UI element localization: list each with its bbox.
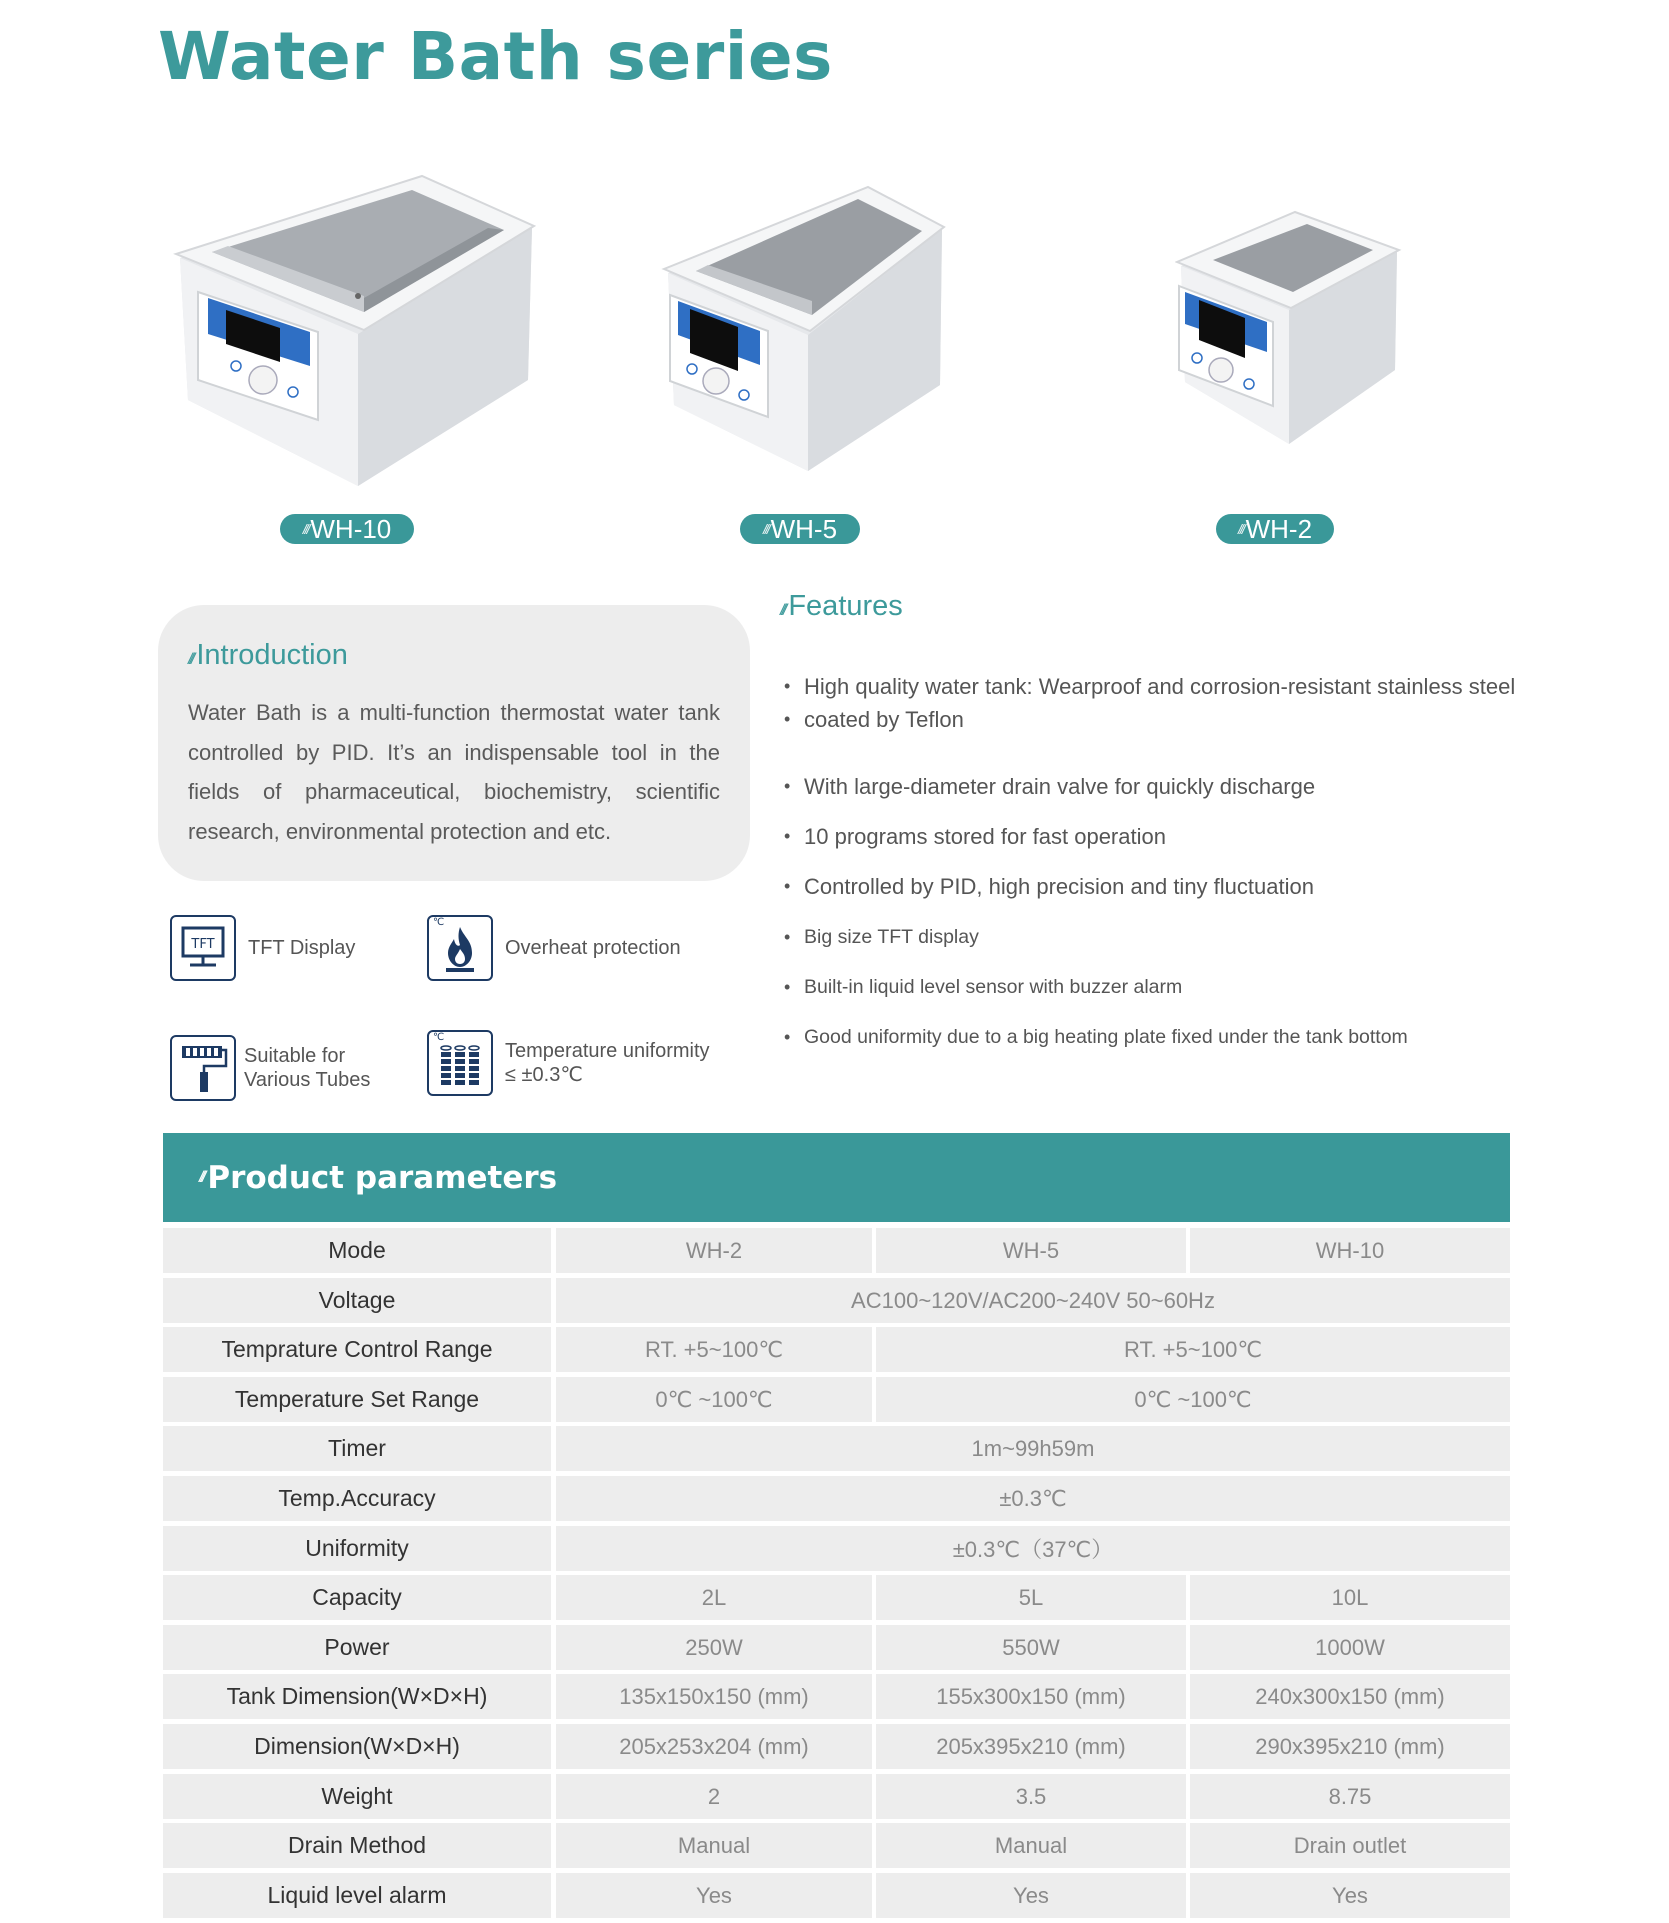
feature-label: TFT Display [248,937,356,959]
page-title: Water Bath series [158,18,833,95]
list-item: • Good uniformity due to a big heating plate fixed under the tank bottom [782,1021,1408,1054]
feature-temperature-uniformity [427,1030,710,1096]
table-cell: 2L [556,1575,872,1620]
table-cell: 155x300x150 (mm) [876,1674,1186,1719]
table-cell: RT. +5~100℃ [556,1327,872,1372]
table-cell: AC100~120V/AC200~240V 50~60Hz [556,1278,1510,1323]
table-cell: Drain outlet [1190,1823,1510,1868]
table-row-label: Temp.Accuracy [163,1476,551,1521]
table-cell: Yes [556,1873,872,1918]
table-row-label: Temprature Control Range [163,1327,551,1372]
table-row-label: Drain Method [163,1823,551,1868]
table-cell: 205x395x210 (mm) [876,1724,1186,1769]
table-cell: 290x395x210 (mm) [1190,1724,1510,1769]
decor-slashes: /// [762,521,769,537]
table-row-label: Power [163,1625,551,1670]
product-image-wh-10 [168,170,538,490]
list-item: • Controlled by PID, high precision and tiny fluctuation [782,870,1314,903]
feature-overheat-protection [427,915,681,981]
feature-various-tubes [170,1035,370,1101]
introduction-card [158,605,750,881]
decor-slashes: /// [1237,521,1244,537]
list-item-continuation: • coated by Teflon [782,703,964,736]
table-cell: 5L [876,1575,1186,1620]
table-cell: 2 [556,1774,872,1819]
table-cell: 205x253x204 (mm) [556,1724,872,1769]
product-image-wh-5 [660,185,950,475]
feature-label: Overheat protection [505,937,681,959]
introduction-heading [188,639,348,672]
table-cell: WH-5 [876,1228,1186,1273]
table-cell: 135x150x150 (mm) [556,1674,872,1719]
table-cell: WH-2 [556,1228,872,1273]
model-label-wh-10 [280,514,414,544]
table-row-label: Dimension(W×D×H) [163,1724,551,1769]
table-row-label: Timer [163,1426,551,1471]
feature-label-line: Various Tubes [244,1069,371,1091]
list-item: • With large-diameter drain valve for quickly discharge [782,770,1315,803]
flame-icon [427,915,493,981]
model-label-wh-2 [1216,514,1334,544]
table-cell: 3.5 [876,1774,1186,1819]
table-row-label: Mode [163,1228,551,1273]
introduction-text: Water Bath is a multi-function thermostat water tank controlled by PID. It’s an indispensable tool in the fields of pharmaceutical, biochemistry, scientific research, environmental protection and etc. [188,700,720,844]
table-cell: Manual [556,1823,872,1868]
feature-label [244,1044,370,1092]
table-cell: WH-10 [1190,1228,1510,1273]
decor-slashes: /// [780,602,785,619]
table-cell: Yes [1190,1873,1510,1918]
tube-rack-icon [170,1035,236,1101]
table-cell: 10L [1190,1575,1510,1620]
product-image-wh-2 [1175,210,1405,446]
model-label-wh-5 [740,514,860,544]
table-cell: 0℃ ~100℃ [876,1377,1510,1422]
table-row-label: Liquid level alarm [163,1873,551,1918]
table-cell: 240x300x150 (mm) [1190,1674,1510,1719]
table-cell: 8.75 [1190,1774,1510,1819]
table-row-label: Capacity [163,1575,551,1620]
decor-slashes: /// [302,521,309,537]
tft-icon-text: TFT [191,937,215,952]
decor-slashes: /// [199,1168,204,1186]
decor-slashes: /// [188,651,193,668]
table-row-label: Temperature Set Range [163,1377,551,1422]
table-cell: 550W [876,1625,1186,1670]
parameters-heading: Product parameters [207,1159,558,1196]
tft-display-icon [170,915,236,981]
model-name: WH-5 [770,513,838,544]
parameters-header [163,1133,1510,1222]
feature-tft-display [170,915,355,981]
feature-label [505,1039,710,1087]
table-row-label: Voltage [163,1278,551,1323]
table-row-label: Tank Dimension(W×D×H) [163,1674,551,1719]
feature-label-line: ≤ ±0.3℃ [505,1064,583,1086]
table-cell: ±0.3℃ [556,1476,1510,1521]
table-row-label: Uniformity [163,1526,551,1571]
list-item: • 10 programs stored for fast operation [782,820,1166,853]
features-heading [780,590,903,623]
model-name: WH-2 [1245,513,1313,544]
feature-label-line: Suitable for [244,1045,346,1067]
table-cell: 1000W [1190,1625,1510,1670]
table-cell: RT. +5~100℃ [876,1327,1510,1372]
celsius-mark: ℃ [433,917,445,928]
list-item: • Built-in liquid level sensor with buzzer alarm [782,971,1182,1004]
model-name: WH-10 [310,513,392,544]
uniformity-icon [427,1030,493,1096]
table-cell: 1m~99h59m [556,1426,1510,1471]
feature-label-line: Temperature uniformity [505,1040,710,1062]
features-heading-text: Features [788,590,903,622]
table-cell: ±0.3℃（37℃） [556,1526,1510,1571]
list-item: • High quality water tank: Wearproof and corrosion-resistant stainless steel [782,670,1515,703]
table-cell: Yes [876,1873,1186,1918]
introduction-heading-text: Introduction [196,639,348,671]
table-cell: 250W [556,1625,872,1670]
celsius-mark: ℃ [433,1032,445,1043]
table-row-label: Weight [163,1774,551,1819]
table-cell: 0℃ ~100℃ [556,1377,872,1422]
table-cell: Manual [876,1823,1186,1868]
list-item: • Big size TFT display [782,921,979,954]
